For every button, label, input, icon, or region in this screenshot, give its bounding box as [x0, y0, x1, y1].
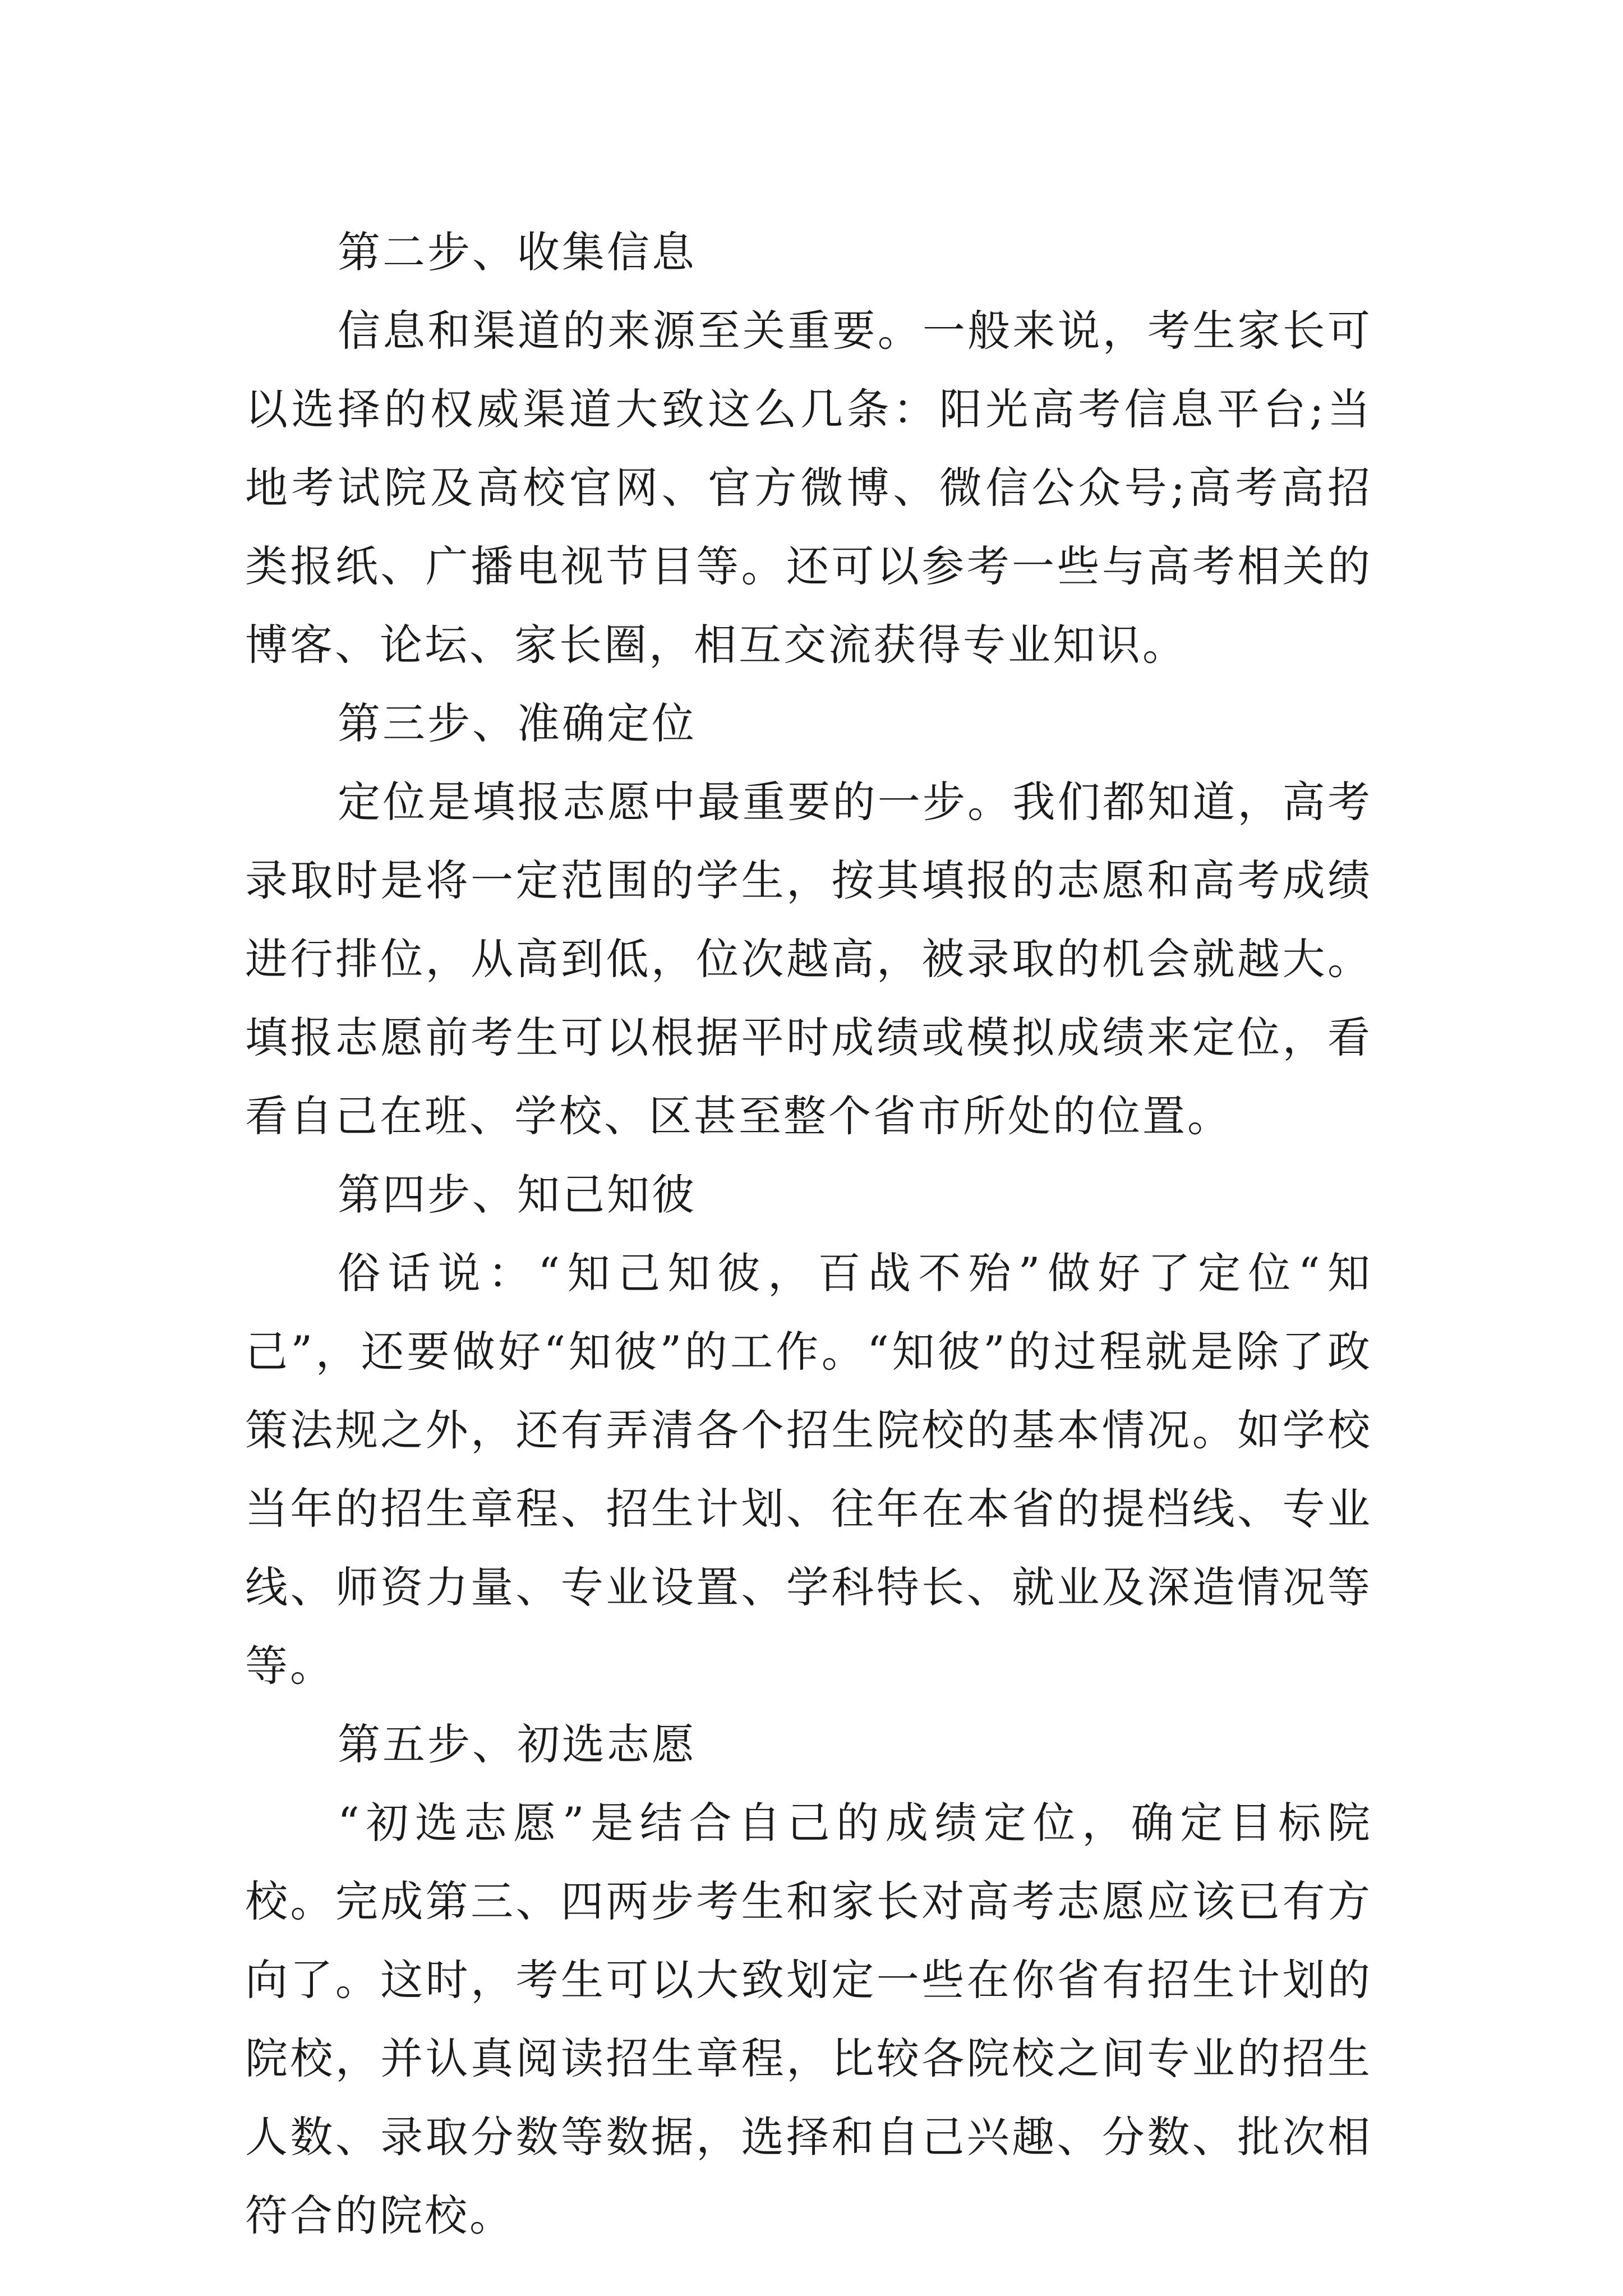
section-paragraph-step-3: 定位是填报志愿中最重要的一步。我们都知道，高考录取时是将一定范围的学生，按其填报的志愿和高考成绩进行排位，从高到低，位次越高，被录取的机会就越大。填报志愿前考生可以根据平时成绩或模拟成绩来定位，看看自己在班、学校、区甚至整个省市所处的位置。: [245, 777, 1372, 1141]
section-heading-step-2: 第二步、收集信息: [338, 227, 697, 277]
section-heading-step-3: 第三步、准确定位: [338, 698, 697, 748]
section-paragraph-step-4: 俗话说：“知己知彼，百战不殆”做好了定位“知己”，还要做好“知彼”的工作。“知彼”的过程就是除了政策法规之外，还有弄清各个招生院校的基本情况。如学校当年的招生章程、招生计划、往年在本省的提档线、专业线、师资力量、专业设置、学科特长、就业及深造情况等等。: [245, 1248, 1372, 1691]
document-body: [245, 213, 1372, 2255]
section-heading-step-5: 第五步、初选志愿: [338, 1719, 697, 1769]
section-paragraph-step-5: “初选志愿”是结合自己的成绩定位，确定目标院校。完成第三、四两步考生和家长对高考志愿应该已有方向了。这时，考生可以大致划定一些在你省有招生计划的院校，并认真阅读招生章程，比较各院校之间专业的招生人数、录取分数等数据，选择和自己兴趣、分数、批次相符合的院校。: [245, 1798, 1372, 2240]
section-heading-step-4: 第四步、知己知彼: [338, 1170, 697, 1220]
section-paragraph-step-2: 信息和渠道的来源至关重要。一般来说，考生家长可以选择的权威渠道大致这么几条：阳光高考信息平台;当地考试院及高校官网、官方微博、微信公众号;高考高招类报纸、广播电视节目等。还可以参考一些与高考相关的博客、论坛、家长圈，相互交流获得专业知识。: [245, 306, 1372, 670]
